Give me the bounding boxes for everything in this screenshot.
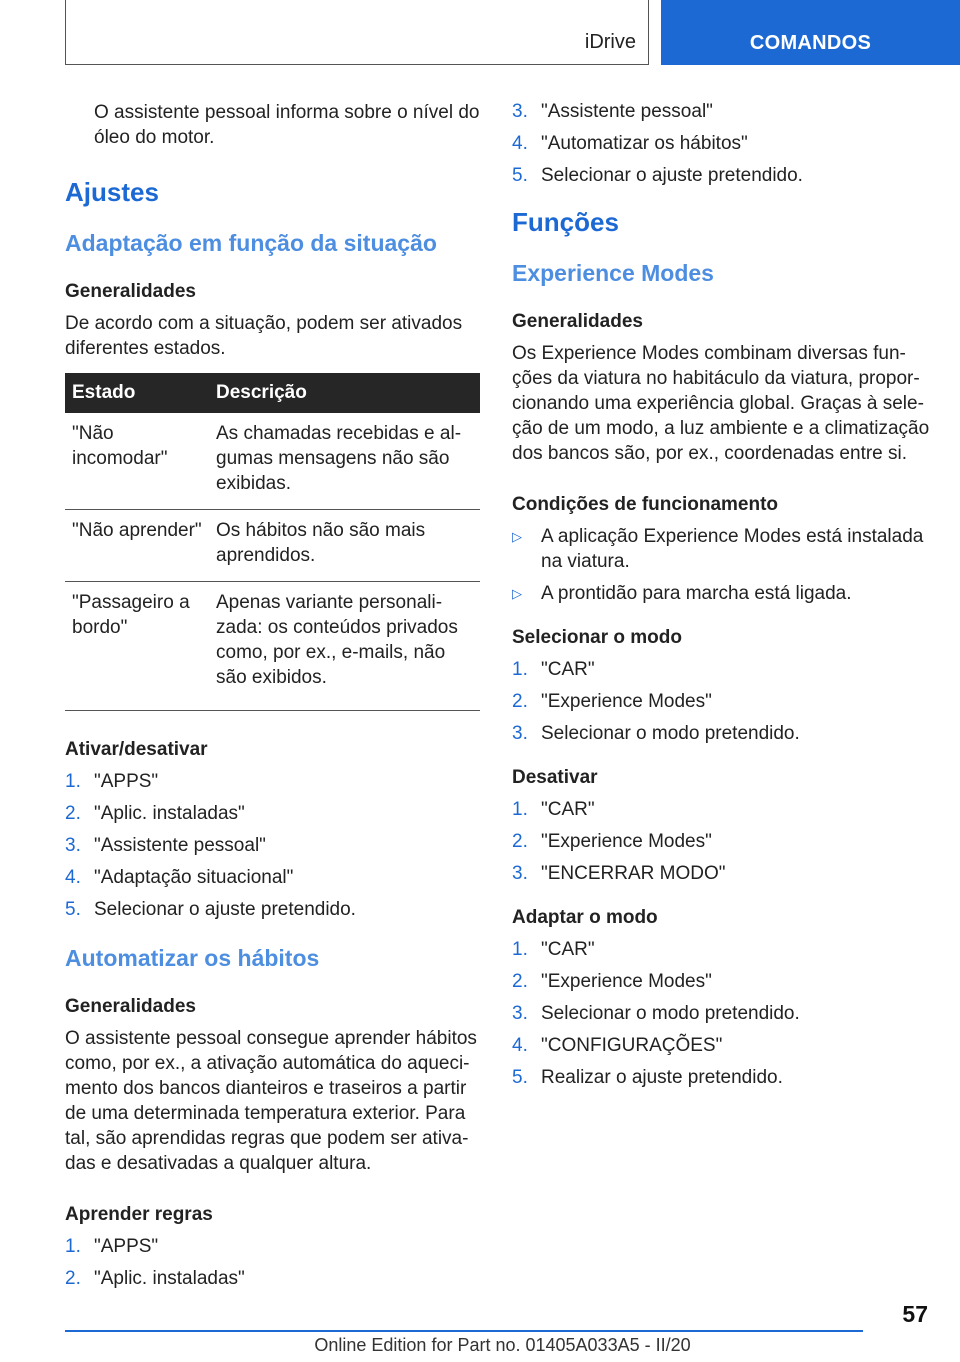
table-cell-description: Os hábitos não são mais aprendidos. bbox=[209, 510, 480, 582]
heading-automatizar: Automatizar os hábitos bbox=[65, 945, 320, 971]
list-item: 4. "Adaptação situacional" bbox=[65, 867, 294, 888]
list-selecionar bbox=[512, 657, 930, 746]
table-header-row bbox=[65, 373, 480, 413]
header-section-title: iDrive bbox=[584, 31, 636, 53]
table-cell-state: "Não aprender" bbox=[65, 510, 209, 582]
list-item: 2. "Aplic. instaladas" bbox=[65, 803, 245, 824]
list-item: 2. "Experience Modes" bbox=[512, 971, 712, 992]
list-item: 2. "Experience Modes" bbox=[512, 831, 712, 852]
heading-desativar: Desativar bbox=[512, 767, 598, 788]
heading-experience-modes: Experience Modes bbox=[512, 260, 714, 286]
table-row bbox=[65, 582, 480, 711]
footer-edition: Online Edition for Part no. 01405A033A5 - II/20 bbox=[314, 1335, 691, 1355]
table-header-estado: Estado bbox=[65, 373, 209, 413]
list-item: 1. "APPS" bbox=[65, 1236, 159, 1257]
heading-ajustes: Ajustes bbox=[65, 177, 159, 207]
heading-generalidades-3: Generalidades bbox=[512, 311, 643, 332]
list-aprender bbox=[65, 1234, 480, 1291]
table-cell-state: "Passageiro a bordo" bbox=[65, 582, 209, 711]
table-row bbox=[65, 510, 480, 582]
right-column bbox=[512, 99, 930, 1097]
heading-condicoes: Condições de funcionamento bbox=[512, 494, 779, 515]
list-item: 1. "CAR" bbox=[512, 939, 595, 960]
states-table bbox=[65, 373, 480, 711]
heading-adaptacao: Adaptação em função da situação bbox=[65, 230, 437, 256]
footer-divider bbox=[65, 1330, 863, 1332]
heading-generalidades-1: Generalidades bbox=[65, 281, 196, 302]
paragraph-generalidades-2: O assistente pessoal consegue aprender hábitos como, por ex., a ativação automática do aqueci-mento dos bancos dianteiros e traseiros a partir de uma determinada temperatura exterior. Para tal, são aprendidas regras que podem ser ativa-das e desativadas a qualquer altura. bbox=[65, 1028, 477, 1174]
list-item: 3. "Assistente pessoal" bbox=[65, 835, 266, 856]
list-item: 3. Selecionar o modo pretendido. bbox=[512, 1003, 800, 1024]
paragraph-generalidades-1: De acordo com a situação, podem ser ativados diferentes estados. bbox=[65, 313, 463, 359]
list-adaptar bbox=[512, 937, 930, 1090]
heading-generalidades-2: Generalidades bbox=[65, 996, 196, 1017]
page-number: 57 bbox=[902, 1301, 928, 1327]
list-item: 4. "CONFIGURAÇÕES" bbox=[512, 1035, 723, 1056]
list-item: ▷ A aplicação Experience Modes está instalada na viatura. bbox=[512, 526, 924, 572]
heading-adaptar-modo: Adaptar o modo bbox=[512, 907, 658, 928]
list-item: 1. "APPS" bbox=[65, 771, 159, 792]
list-item: 5. Realizar o ajuste pretendido. bbox=[512, 1067, 783, 1088]
list-item: 3. Selecionar o modo pretendido. bbox=[512, 723, 800, 744]
list-item: 1. "CAR" bbox=[512, 799, 595, 820]
list-item: 3. "ENCERRAR MODO" bbox=[512, 863, 726, 884]
header-section-box bbox=[65, 0, 649, 65]
heading-aprender-regras: Aprender regras bbox=[65, 1204, 213, 1225]
table-cell-description: Apenas variante personali-zada: os conteúdos privados como, por ex., e-mails, não são exibidos. bbox=[209, 582, 480, 711]
list-desativar bbox=[512, 797, 930, 886]
table-row bbox=[65, 413, 480, 510]
triangle-bullet-icon: ▷ bbox=[512, 529, 522, 544]
header-chapter-title: COMANDOS bbox=[749, 32, 872, 54]
heading-ativar-desativar: Ativar/desativar bbox=[65, 739, 208, 760]
list-ativar bbox=[65, 769, 480, 922]
list-continuation bbox=[512, 99, 930, 188]
list-item: 4. "Automatizar os hábitos" bbox=[512, 133, 748, 154]
table-header-descricao: Descrição bbox=[209, 373, 480, 413]
heading-funcoes: Funções bbox=[512, 207, 619, 237]
table-cell-state: "Não incomodar" bbox=[65, 413, 209, 510]
list-item: 2. "Aplic. instaladas" bbox=[65, 1268, 245, 1289]
list-item: 5. Selecionar o ajuste pretendido. bbox=[65, 899, 356, 920]
list-condicoes bbox=[512, 524, 930, 606]
heading-selecionar-modo: Selecionar o modo bbox=[512, 627, 682, 648]
list-item: 1. "CAR" bbox=[512, 659, 595, 680]
intro-paragraph: O assistente pessoal informa sobre o nível do óleo do motor. bbox=[94, 102, 480, 148]
paragraph-generalidades-3: Os Experience Modes combinam diversas fun-ções da viatura no habitáculo da viatura, propor-cionando uma experiência global. Graças à sele-ção de um modo, a luz ambiente e a climatização dos bancos são, por ex., coordenadas entre si. bbox=[512, 343, 930, 464]
left-column bbox=[65, 100, 480, 1298]
list-item: ▷ A prontidão para marcha está ligada. bbox=[512, 583, 852, 604]
list-item: 5. Selecionar o ajuste pretendido. bbox=[512, 165, 803, 186]
table-cell-description: As chamadas recebidas e al-gumas mensagens não são exibidas. bbox=[209, 413, 480, 510]
header-chapter-box bbox=[661, 0, 960, 65]
triangle-bullet-icon: ▷ bbox=[512, 586, 522, 601]
list-item: 2. "Experience Modes" bbox=[512, 691, 712, 712]
list-item: 3. "Assistente pessoal" bbox=[512, 101, 713, 122]
